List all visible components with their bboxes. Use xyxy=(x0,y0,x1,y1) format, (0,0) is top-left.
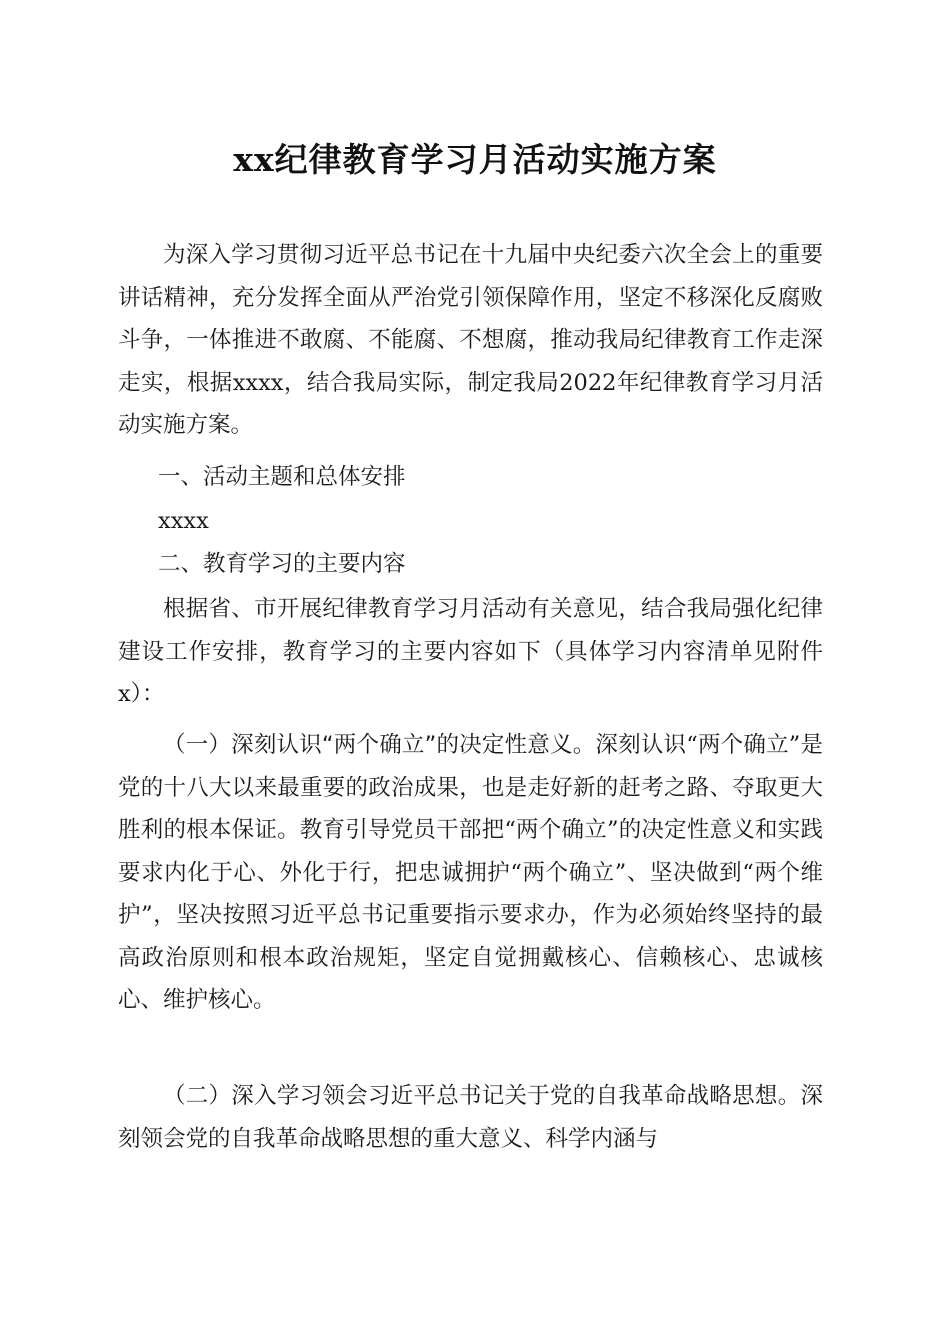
item-2-lead: （二）深入学习领会习近平总书记关于党的自我革命战略思想。 xyxy=(163,1083,801,1109)
item-2-paragraph xyxy=(118,1075,823,1160)
document-title: xx纪律教育学习月活动实施方案 xyxy=(233,140,717,179)
item-1-body: 深刻认识“两个确立”是党的十八大以来最重要的政治成果，也是走好新的赶考之路、夺取更大胜利的根本保证。教育引导党员干部把“两个确立”的决定性意义和实践要求内化于心、外化于行，把忠诚拥护“两个确立”、坚决做到“两个维护”，坚决按照习近平总书记重要指示要求办，作为必须始终坚持的最高政治原则和根本政治规矩，坚定自觉拥戴核心、信赖核心、忠诚核心、维护核心。 xyxy=(118,732,823,1013)
section-1-heading: 一、活动主题和总体安排 xyxy=(158,464,406,490)
item-1-lead: （一）深刻认识“两个确立”的决定性意义。 xyxy=(163,732,596,758)
intro-paragraph: 为深入学习贯彻习近平总书记在十九届中央纪委六次全会上的重要讲话精神，充分发挥全面从严治党引领保障作用，坚定不移深化反腐败斗争，一体推进不敢腐、不能腐、不想腐，推动我局纪律教育工作走深走实，根据xxxx，结合我局实际，制定我局2022年纪律教育学习月活动实施方案。 xyxy=(118,242,823,438)
item-1-paragraph xyxy=(118,724,823,1022)
item-2-body: 深刻领会党的自我革命战略思想的重大意义、科学内涵与 xyxy=(118,1083,823,1152)
section-2-heading: 二、教育学习的主要内容 xyxy=(158,551,406,577)
section-2-intro-paragraph: 根据省、市开展纪律教育学习月活动有关意见，结合我局强化纪律建设工作安排，教育学习的主要内容如下（具体学习内容清单见附件x）： xyxy=(118,596,823,707)
section-1-content: xxxx xyxy=(158,508,209,534)
